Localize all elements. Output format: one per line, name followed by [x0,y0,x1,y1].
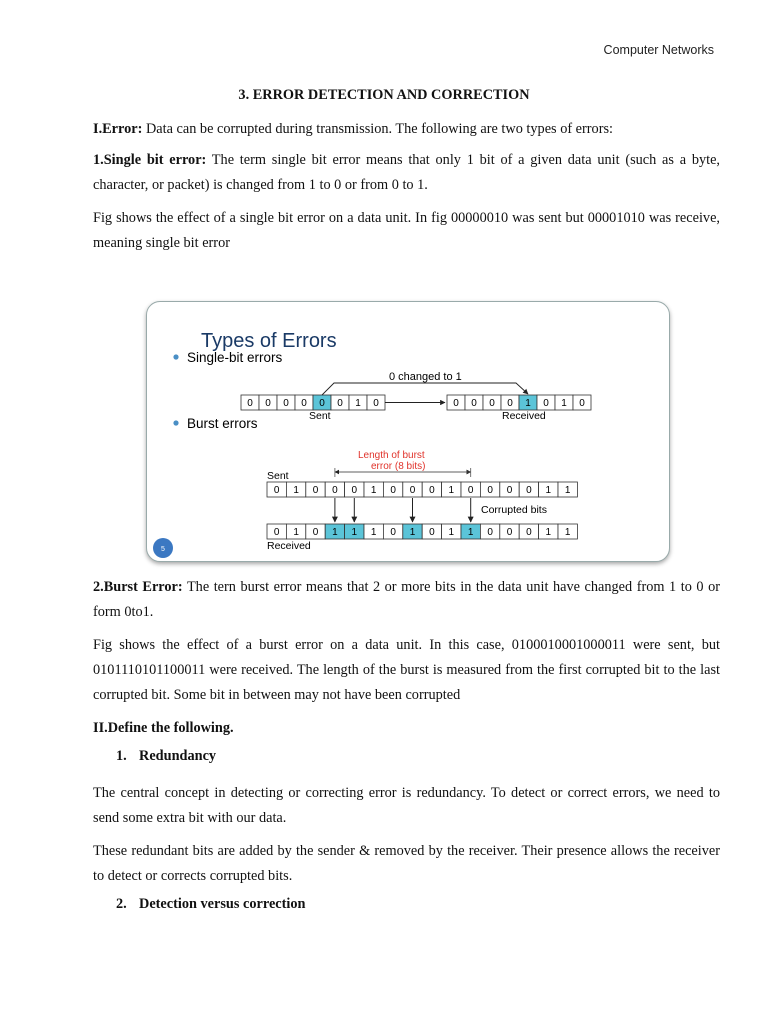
single-sent-bits [241,395,385,410]
bullet-burst: Burst errors [187,416,258,431]
single-received-bit-value: 0 [471,398,477,409]
single-bit-paragraph [93,148,720,198]
burst-received-bit-value: 0 [390,527,396,538]
changed-label: 0 changed to 1 [389,371,462,383]
bullet-icon [173,420,178,425]
burst-sent-bit-value: 1 [448,485,455,496]
burst-received-bit-value: 1 [370,527,377,538]
burst-received-bit-value: 1 [293,527,299,538]
burst-received-bit-value: 1 [332,527,338,538]
single-sent-bit-value: 0 [301,398,307,409]
single-sent-bit-value: 0 [265,398,271,409]
burst-received-bits [267,524,577,539]
burst-sent-label: Sent [267,470,289,482]
burst-received-bit-value: 1 [564,527,571,538]
burst-error-paragraph [93,575,720,625]
list-number: 2. [116,896,127,912]
burst-received-bit-value: 1 [448,527,455,538]
types-of-errors-figure [146,301,670,562]
burst-sent-bit-value: 1 [545,485,552,496]
single-sent-bit-value: 1 [355,398,361,409]
error-label: I.Error: [93,121,143,137]
figure-canvas [147,302,669,561]
burst-received-bit-value: 0 [429,527,435,538]
single-sent-bit-value: 0 [319,398,325,409]
single-sent-label: Sent [309,410,331,422]
single-received-label: Received [502,410,546,422]
single-sent-bit-value: 0 [373,398,379,409]
single-received-bit-value: 0 [543,398,549,409]
single-sent-bit-value: 0 [337,398,343,409]
burst-sent-bit-value: 0 [506,485,513,496]
burst-sent-bit-value: 0 [351,485,358,496]
burst-received-bit-value: 0 [273,527,280,538]
burst-sent-bit-value: 0 [409,485,416,496]
burst-received-bit-value: 0 [506,527,513,538]
redundancy-paragraph-2: These redundant bits are added by the sender & removed by the receiver. Their presence allows the receiver to detect or corrects corrupted bits. [93,843,720,884]
burst-sent-bit-value: 0 [487,485,493,496]
define-heading: II.Define the following. [93,720,234,736]
burst-sent-bit-value: 0 [390,485,396,496]
single-sent-bit-value: 0 [247,398,253,409]
list-number: 1. [116,748,127,764]
burst-sent-bits [267,482,577,497]
burst-received-bit-value: 1 [467,527,474,538]
burst-received-bit-value: 0 [526,527,532,538]
error-paragraph [93,117,720,142]
burst-received-label: Received [267,540,311,552]
single-received-bit-value: 1 [561,398,567,409]
burst-received-bit-value: 0 [312,527,319,538]
burst-sent-bit-value: 0 [332,485,338,496]
single-bit-figure-paragraph: Fig shows the effect of a single bit error on a data unit. In fig 00000010 was sent but 00001010 was receive, meaning single bit error [93,210,720,251]
section-title: 3. ERROR DETECTION AND CORRECTION [238,87,530,103]
burst-length-label-line2: error (8 bits) [371,461,426,472]
page-header: Computer Networks [603,43,714,57]
list-item-detection [116,896,305,913]
changed-arrow-icon [322,383,528,395]
slide-number: 5 [161,546,165,553]
burst-error-label: 2.Burst Error: [93,579,183,595]
burst-sent-bit-value: 0 [467,485,474,496]
single-received-bit-value: 0 [579,398,585,409]
burst-sent-bit-value: 0 [526,485,532,496]
burst-length-label-line1: Length of burst [358,450,425,461]
burst-received-bit-value: 1 [545,527,552,538]
single-bit-label: 1.Single bit error: [93,152,207,168]
single-bit-text: The term single bit error means that only 1 bit of a given data unit (such as a byte, character, or packet) is changed from 1 to 0 or from 0 to 1. [93,152,721,193]
error-text: Data can be corrupted during transmission. The following are two types of errors: [142,121,613,137]
burst-sent-bit-value: 0 [273,485,280,496]
burst-received-bit-value: 0 [487,527,493,538]
single-received-bits [447,395,591,410]
single-sent-bit-value: 0 [283,398,289,409]
burst-sent-bit-value: 1 [370,485,377,496]
figure-heading: Types of Errors [201,330,337,352]
list-label: Detection versus correction [139,896,306,912]
single-received-bit-value: 1 [525,398,531,409]
burst-sent-bit-value: 0 [312,485,319,496]
burst-received-bit-value: 1 [351,527,358,538]
burst-sent-bit-value: 1 [293,485,299,496]
burst-error-text: The tern burst error means that 2 or more bits in the data unit have changed from 1 to 0 or form 0to1. [93,579,720,620]
burst-received-bit-value: 1 [409,527,416,538]
burst-sent-bit-value: 1 [564,485,571,496]
single-received-bit-value: 0 [489,398,495,409]
single-received-bit-value: 0 [453,398,459,409]
bullet-single-bit: Single-bit errors [187,350,283,365]
list-item-redundancy [116,748,216,765]
burst-figure-paragraph: Fig shows the effect of a burst error on a data unit. In this case, 0100010001000011 were sent, but 0101110101100011 were received. The length of the burst is measured from the first corrupted bit to the last corrupted bit. Some bit in between may not have been corrupted [93,637,720,703]
list-label: Redundancy [139,748,217,764]
redundancy-paragraph-1: The central concept in detecting or correcting error is redundancy. To detect or correct errors, we need to send some extra bit with our data. [93,785,720,826]
single-received-bit-value: 0 [507,398,513,409]
bullet-icon [173,354,178,359]
burst-sent-bit-value: 0 [429,485,435,496]
corrupted-bits-label: Corrupted bits [481,504,547,516]
